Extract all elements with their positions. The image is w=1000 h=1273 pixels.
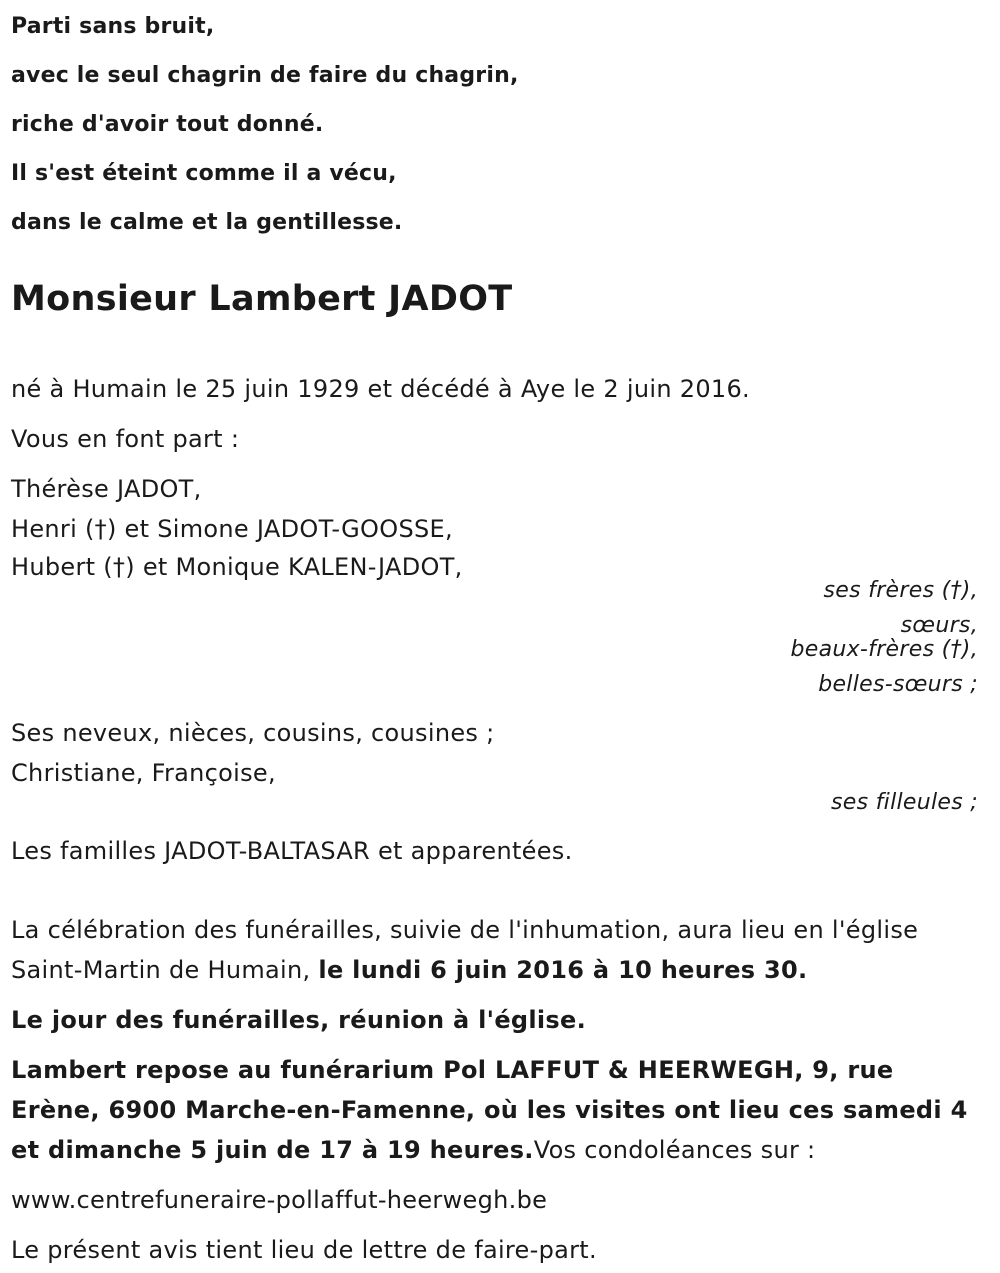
goddaughters-line: Christiane, Françoise, — [11, 759, 276, 787]
goddaughters-role: ses filleules ; — [830, 790, 978, 815]
poem-line: riche d'avoir tout donné. — [11, 112, 324, 137]
celebration-date: le lundi 6 juin 2016 à 10 heures 30. — [318, 956, 808, 984]
role-line: beaux-frères (†), — [790, 637, 978, 662]
poem-line: dans le calme et la gentillesse. — [11, 210, 403, 235]
role-line: sœurs, — [900, 613, 978, 638]
poem — [11, 0, 986, 247]
sibling-entry: Henri (†) et Simone JADOT-GOOSSE, — [11, 515, 453, 543]
poem-line: avec le seul chagrin de faire du chagrin, — [11, 63, 519, 88]
deceased-name: Monsieur Lambert JADOT — [11, 279, 513, 319]
repose-text: Lambert repose au funérarium Pol LAFFUT & HEERWEGH, 9, rue Erène, 6900 Marche-en-Famenne, où les visites ont lieu ces samedi 4 et dimanche 5 juin de 17 à 19 heures. — [11, 1056, 968, 1164]
sibling-entry: Thérèse JADOT, — [11, 475, 202, 503]
poem-line: Parti sans bruit, — [11, 14, 215, 39]
condolences-text: Vos condoléances sur : — [533, 1136, 816, 1164]
obituary-notice — [11, 0, 986, 1270]
website-link[interactable]: www.centrefuneraire-pollaffut-heerwegh.be — [11, 1186, 548, 1214]
siblings-role — [11, 575, 986, 701]
families-line: Les familles JADOT-BALTASAR et apparentées. — [11, 837, 573, 865]
celebration-text: La célébration des funérailles, suivie de l'inhumation, aura lieu en l'église Saint-Martin de Humain, — [11, 916, 919, 984]
repose-paragraph — [11, 1050, 986, 1170]
siblings-list — [11, 469, 986, 587]
sibling-entry: Hubert (†) et Monique KALEN-JADOT, — [11, 553, 463, 581]
announcement-intro: Vous en font part : — [11, 425, 240, 453]
nephews-line: Ses neveux, nièces, cousins, cousines ; — [11, 719, 495, 747]
poem-line: Il s'est éteint comme il a vécu, — [11, 161, 397, 186]
meeting-line: Le jour des funérailles, réunion à l'église. — [11, 1006, 587, 1034]
birth-death-line: né à Humain le 25 juin 1929 et décédé à Aye le 2 juin 2016. — [11, 375, 750, 403]
role-line: ses frères (†), — [823, 578, 978, 603]
notice-line: Le présent avis tient lieu de lettre de faire-part. — [11, 1236, 597, 1264]
role-line: belles-sœurs ; — [818, 672, 978, 697]
celebration-paragraph — [11, 910, 986, 990]
